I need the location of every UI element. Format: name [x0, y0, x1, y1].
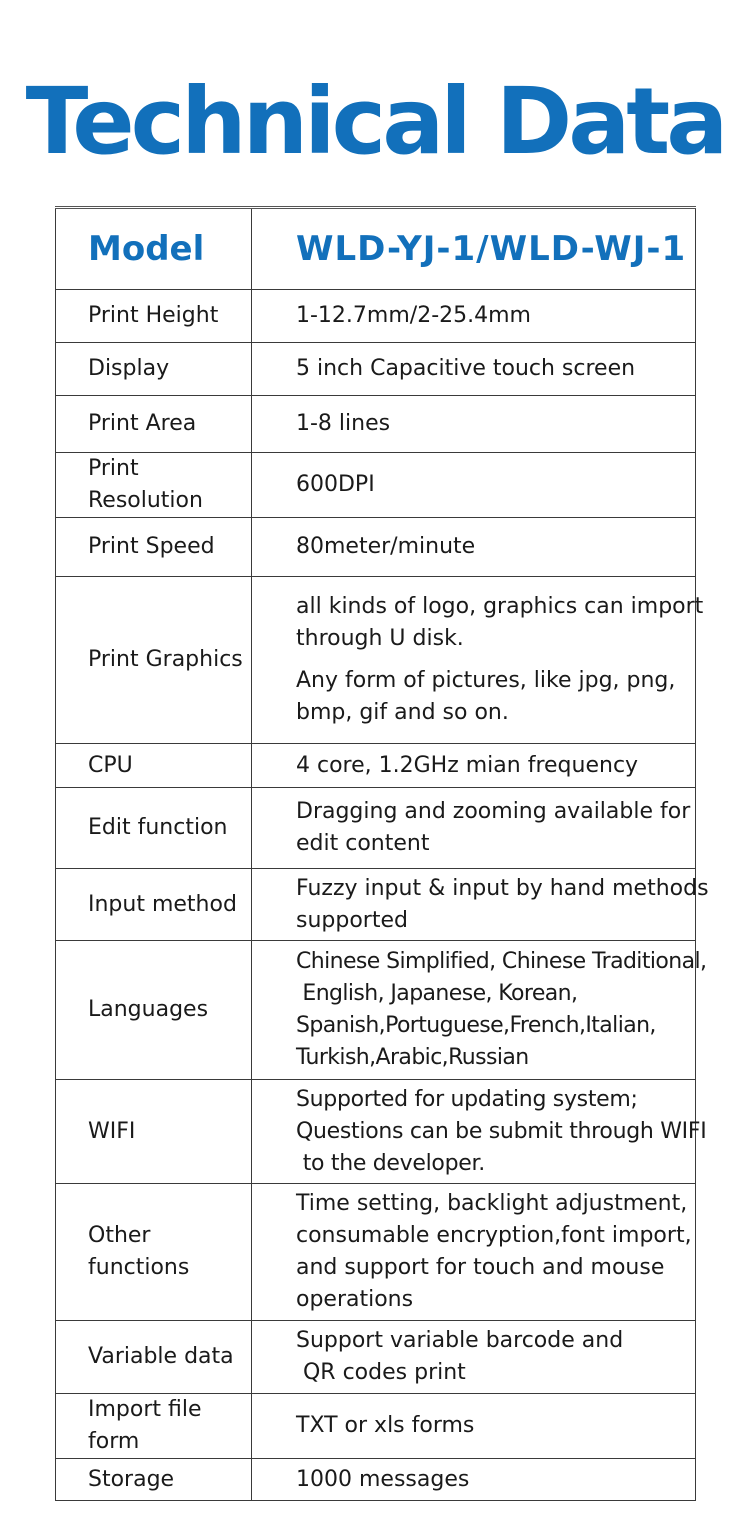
- spec-value-line: bmp, gif and so on.: [296, 700, 509, 725]
- spec-value-line: 1000 messages: [296, 1466, 470, 1492]
- spec-value-line: Fuzzy input & input by hand methods: [296, 875, 709, 901]
- spec-value-line: Chinese Simplified, Chinese Traditional,: [296, 949, 707, 974]
- spec-label: Languages: [56, 941, 252, 1080]
- spec-value: [252, 343, 696, 396]
- spec-label: Print Speed: [56, 518, 252, 577]
- spec-value-line: Time setting, backlight adjustment,: [296, 1191, 688, 1216]
- spec-label: Input method: [56, 869, 252, 941]
- spec-value-line: 80meter/minute: [296, 534, 476, 559]
- table-row: [56, 1321, 696, 1394]
- spec-value-line: Dragging and zooming available for: [296, 799, 691, 824]
- spec-value: [252, 453, 696, 518]
- spec-value-line: 600DPI: [296, 472, 375, 497]
- spec-label: Storage: [56, 1459, 252, 1501]
- spec-value: [252, 396, 696, 453]
- spec-value-line: Any form of pictures, like jpg, png,: [296, 668, 676, 693]
- spec-label: Print Graphics: [56, 577, 252, 744]
- table-row: [56, 1184, 696, 1321]
- spec-value: [252, 1080, 707, 1184]
- spec-table: [55, 206, 709, 1501]
- spec-value: [252, 788, 696, 869]
- spec-label: Print Resolution: [56, 453, 252, 518]
- spec-value: [252, 290, 696, 343]
- spec-value-line: 1-12.7mm/2-25.4mm: [296, 303, 531, 328]
- spec-value-line: supported: [296, 907, 408, 933]
- spec-label: Display: [56, 343, 252, 396]
- table-row: [56, 577, 696, 744]
- table-row: [56, 788, 696, 869]
- spec-value-line: operations: [296, 1287, 414, 1312]
- spec-label: Variable data: [56, 1321, 252, 1394]
- spec-label: WIFI: [56, 1080, 252, 1184]
- spec-value-line: edit content: [296, 831, 430, 856]
- table-row: [56, 290, 696, 343]
- spec-value-line: QR codes print: [296, 1360, 466, 1385]
- spec-label: Print Area: [56, 396, 252, 453]
- spec-value-line: TXT or xls forms: [296, 1413, 475, 1438]
- table-row: [56, 453, 696, 518]
- spec-value-line: consumable encryption,font import,: [296, 1223, 692, 1248]
- table-row: [56, 744, 696, 788]
- table-row: [56, 869, 696, 941]
- spec-value: [252, 744, 696, 788]
- table-row: [56, 941, 696, 1080]
- table-row: [56, 1459, 696, 1501]
- spec-value-line: to the developer.: [296, 1150, 485, 1176]
- spec-value-line: all kinds of logo, graphics can import: [296, 594, 704, 619]
- table-row: [56, 518, 696, 577]
- spec-value-line: Turkish,Arabic,Russian: [296, 1045, 529, 1070]
- spec-value-line: and support for touch and mouse: [296, 1255, 665, 1280]
- spec-value-line: 5 inch Capacitive touch screen: [296, 356, 636, 381]
- table-row: [56, 396, 696, 453]
- spec-value: [252, 1184, 696, 1321]
- spec-value: [252, 1394, 696, 1459]
- table-row: [56, 1394, 696, 1459]
- spec-value: [252, 577, 704, 744]
- table-row: [56, 1080, 696, 1184]
- spec-value-line: 4 core, 1.2GHz mian frequency: [296, 752, 639, 778]
- spec-value: [252, 1459, 696, 1501]
- spec-value-line: through U disk.: [296, 626, 464, 651]
- spec-label: Other functions: [56, 1184, 252, 1321]
- spec-value: [252, 941, 707, 1080]
- table-header-row: [56, 208, 696, 290]
- spec-label: Print Height: [56, 290, 252, 343]
- spec-value: [252, 1321, 696, 1394]
- spec-value-line: English, Japanese, Korean,: [296, 981, 578, 1006]
- spec-value-line: Support variable barcode and: [296, 1328, 624, 1353]
- spec-label: Import file form: [56, 1394, 252, 1459]
- spec-value-line: Spanish,Portuguese,French,Italian,: [296, 1013, 656, 1038]
- model-value: WLD-YJ-1/WLD-WJ-1: [252, 208, 696, 290]
- model-label: Model: [56, 208, 252, 290]
- spec-value: [252, 518, 696, 577]
- spec-label: Edit function: [56, 788, 252, 869]
- spec-value-line: 1-8 lines: [296, 411, 391, 436]
- spec-label: CPU: [56, 744, 252, 788]
- spec-value-line: Questions can be submit through WIFI: [296, 1118, 707, 1144]
- table-row: [56, 343, 696, 396]
- spec-value: [252, 869, 709, 941]
- page-title: Technical Data: [25, 68, 725, 175]
- spec-value-line: Supported for updating system;: [296, 1086, 638, 1112]
